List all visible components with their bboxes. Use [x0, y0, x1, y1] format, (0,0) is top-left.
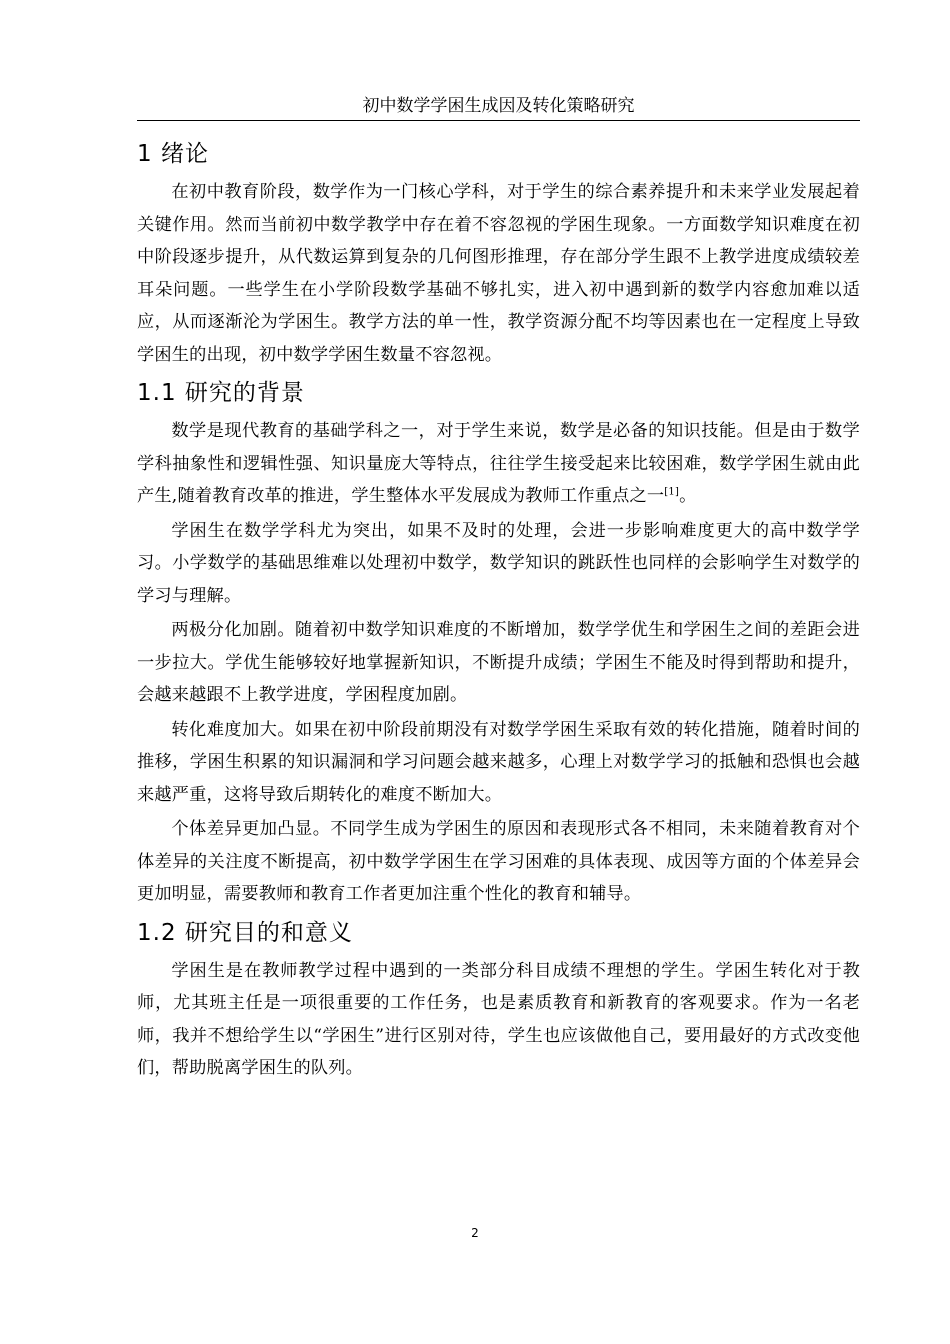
section-1-1-paragraph-2: 学困生在数学学科尤为突出，如果不及时的处理，会进一步影响难度更大的高中数学学习。小学数学的基础思维难以处理初中数学，数学知识的跳跃性也同样的会影响学生对数学的学习与理解。	[137, 520, 860, 606]
page-body	[137, 138, 860, 1085]
section-1-heading: 1 绪论	[137, 141, 209, 167]
citation-marker[interactable]: [1]	[664, 486, 680, 498]
section-1-1-paragraph-5: 个体差异更加凸显。不同学生成为学困生的原因和表现形式各不相同，未来随着教育对个体差异的关注度不断提高，初中数学学困生在学习困难的具体表现、成因等方面的个体差异会更加明显，需要教师和教育工作者更加注重个性化的教育和辅导。	[137, 819, 860, 904]
section-1-paragraph: 在初中教育阶段，数学作为一门核心学科，对于学生的综合素养提升和未来学业发展起着关键作用。然而当前初中数学教学中存在着不容忽视的学困生现象。一方面数学知识难度在初中阶段逐步提升，从代数运算到复杂的几何图形推理，存在部分学生跟不上教学进度成绩较差耳朵问题。一些学生在小学阶段数学基础不够扎实，进入初中遇到新的数学内容愈加难以适应，从而逐渐沦为学困生。教学方法的单一性，教学资源分配不均等因素也在一定程度上导致学困生的出现，初中数学学困生数量不容忽视。	[137, 182, 860, 365]
section-1-2-paragraph: 学困生是在教师教学过程中遇到的一类部分科目成绩不理想的学生。学困生转化对于教师，尤其班主任是一项很重要的工作任务，也是素质教育和新教育的客观要求。作为一名老师，我并不想给学生以“学困生”进行区别对待，学生也应该做他自己，要用最好的方式改变他们，帮助脱离学困生的队列。	[137, 960, 860, 1078]
section-1-2-heading: 1.2 研究目的和意义	[137, 919, 353, 946]
section-1-1-paragraph-1	[137, 415, 860, 513]
section-1-1-heading: 1.1 研究的背景	[137, 380, 305, 406]
page-number: 2	[471, 1226, 479, 1240]
running-header: 初中数学学困生成因及转化策略研究	[137, 92, 860, 121]
paragraph-end: 。	[679, 486, 697, 506]
section-1-1-paragraph-3: 两极分化加剧。随着初中数学知识难度的不断增加，数学学优生和学困生之间的差距会进一步拉大。学优生能够较好地掌握新知识，不断提升成绩；学困生不能及时得到帮助和提升，会越来越跟不上教学进度，学困程度加剧。	[137, 620, 860, 705]
paragraph-text: 数学是现代教育的基础学科之一，对于学生来说，数学是必备的知识技能。但是由于数学学科抽象性和逻辑性强、知识量庞大等特点，往往学生接受起来比较困难，数学学困生就由此产生,随着教育改革的推进，学生整体水平发展成为教师工作重点之一	[137, 421, 860, 506]
section-1-1-paragraph-4: 转化难度加大。如果在初中阶段前期没有对数学学困生采取有效的转化措施，随着时间的推移，学困生积累的知识漏洞和学习问题会越来越多，心理上对数学学习的抵触和恐惧也会越来越严重，这将导致后期转化的难度不断加大。	[137, 719, 860, 805]
